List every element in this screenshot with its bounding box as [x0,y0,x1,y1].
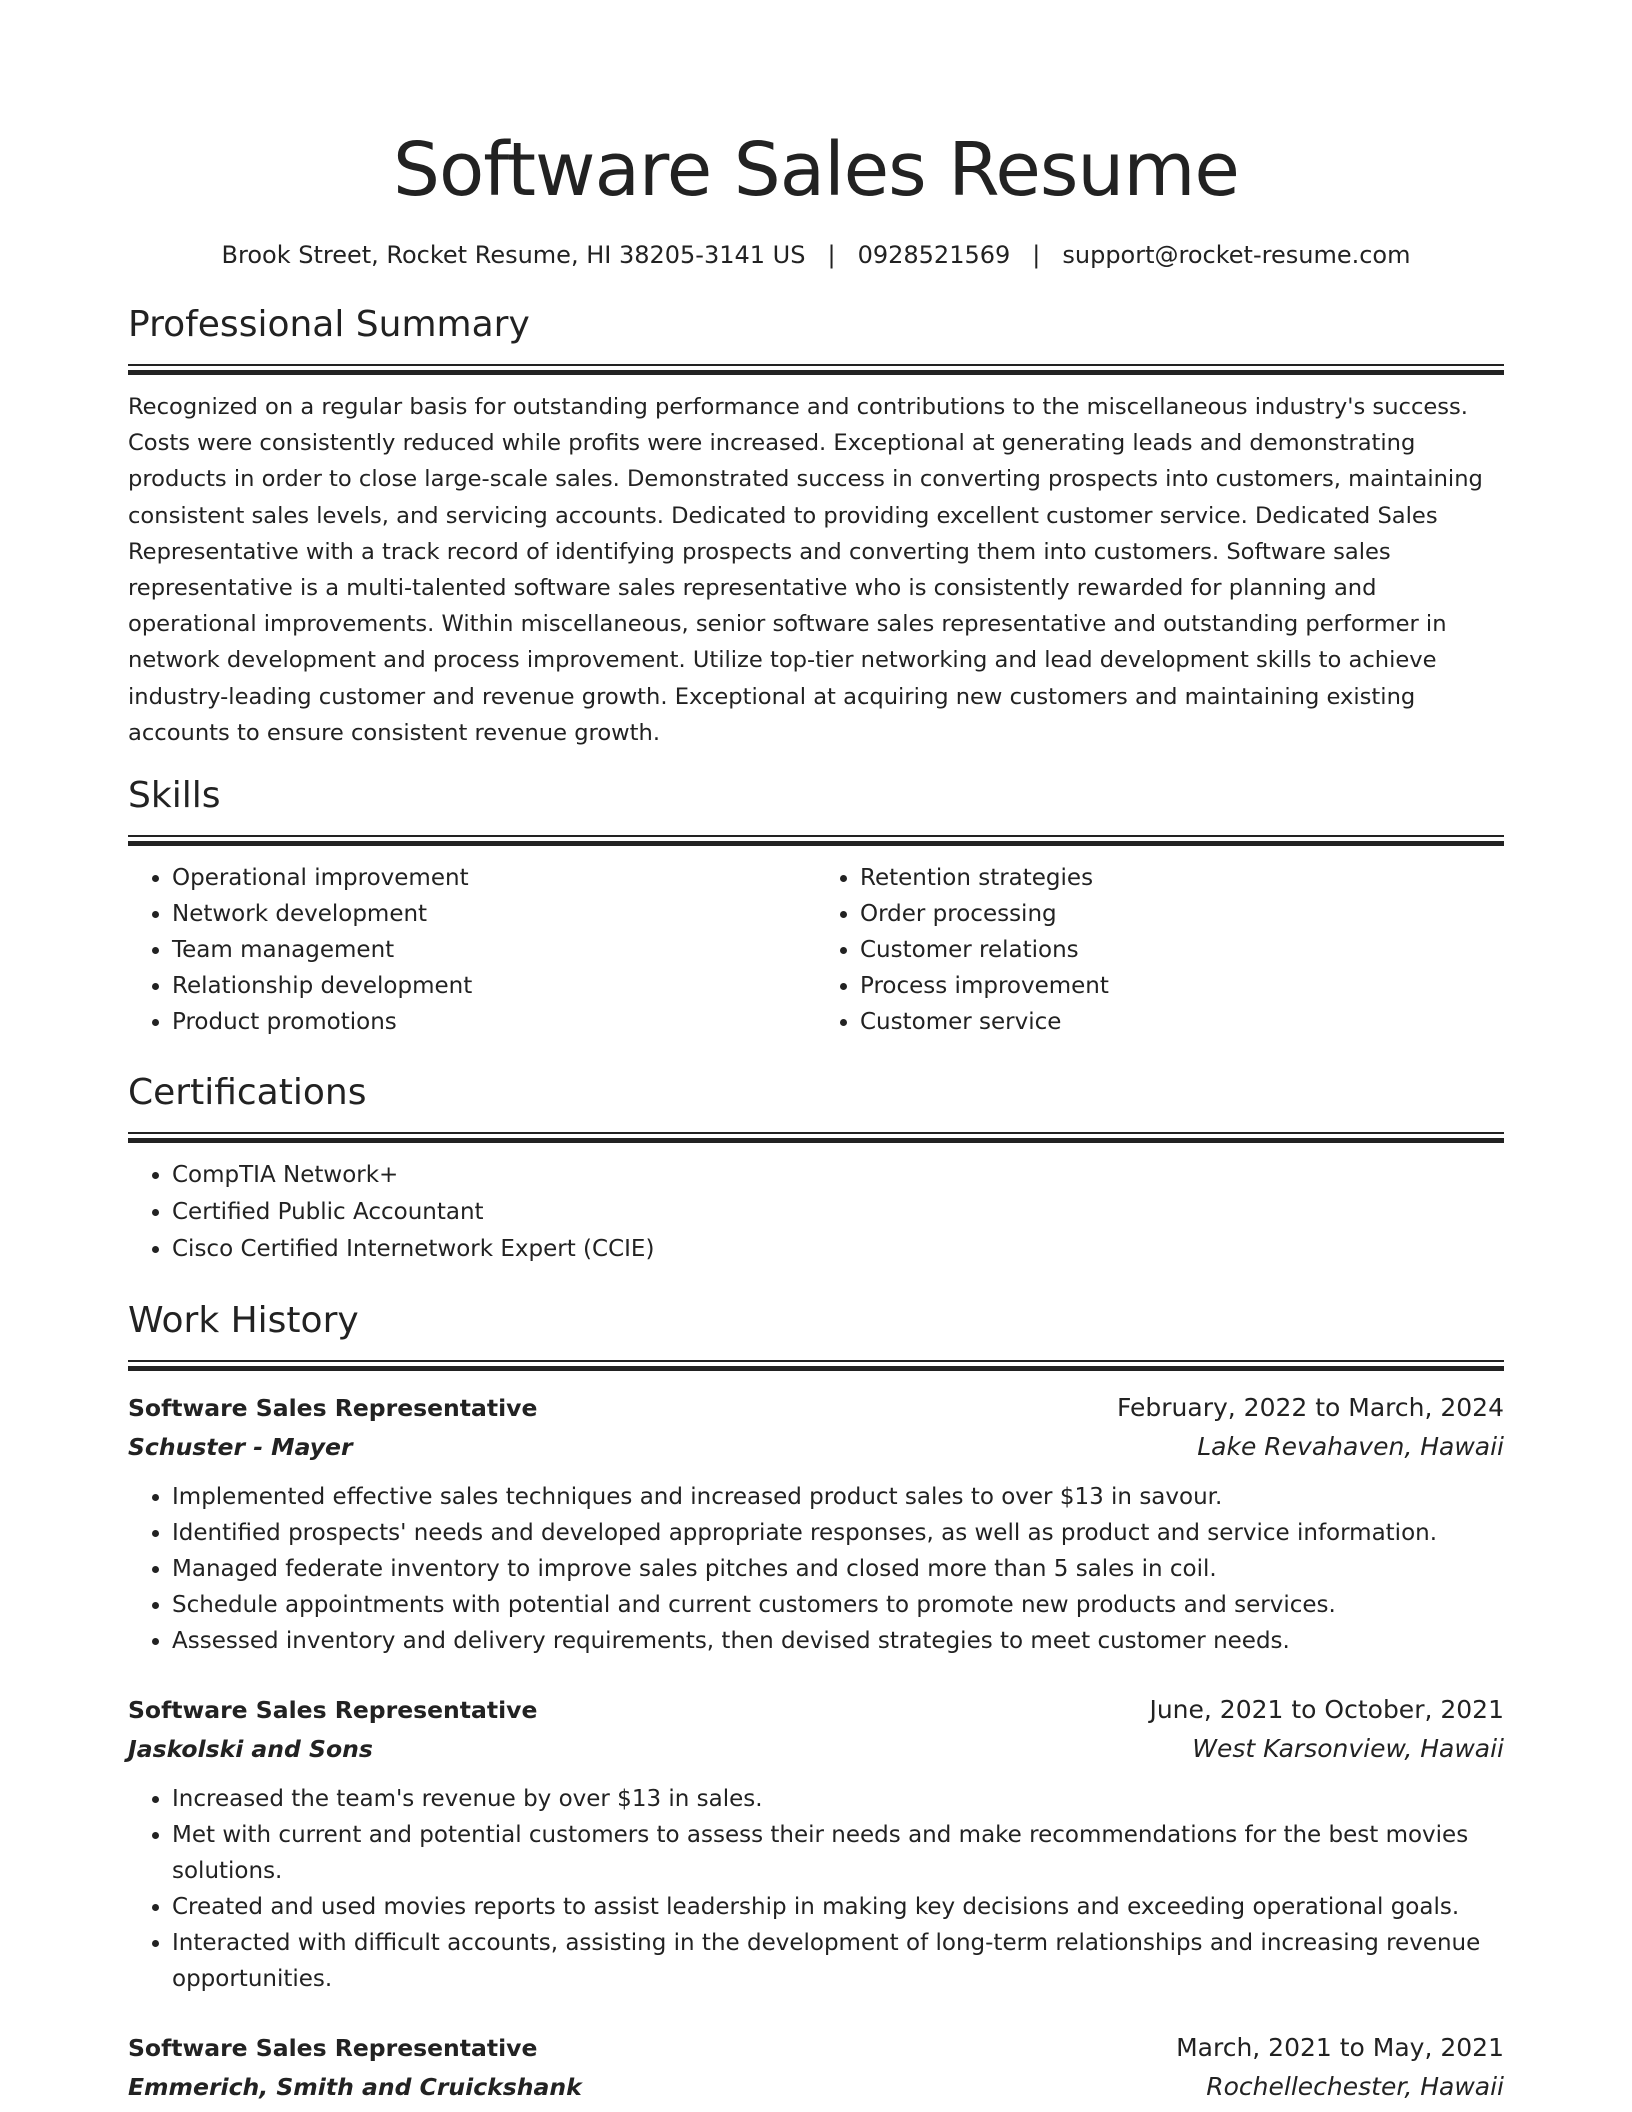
job-entry [128,2029,1504,2107]
certification-item: • Cisco Certified Internetwork Expert (CCIE) [172,1231,1504,1268]
job-dates: February, 2022 to March, 2024 [1116,1393,1504,1423]
skills-list-left [128,860,816,1040]
contact-separator: | [827,241,836,269]
skill-item: • Network development [172,896,816,932]
job-dates: March, 2021 to May, 2021 [1176,2033,1504,2063]
job-bullet: • Met with current and potential customers to assess their needs and make recommendations for the best movies solutions. [172,1817,1504,1889]
job-title: Software Sales Representative [128,1394,538,1423]
job-bullet: • Interacted with difficult accounts, assisting in the development of long-term relationships and increasing revenue opportunities. [172,1925,1504,1997]
work-history-section [128,1298,1504,2107]
skill-item: • Customer service [860,1004,1504,1040]
contact-phone: 0928521569 [857,241,1011,269]
job-header-row [128,1691,1504,1729]
job-company-row [128,1729,1504,1769]
job-title: Software Sales Representative [128,2034,538,2063]
contact-separator: | [1032,241,1041,269]
skill-item: • Retention strategies [860,860,1504,896]
certifications-list [128,1157,1504,1268]
job-bullet: • Identified prospects' needs and developed appropriate responses, as well as product and service information. [172,1515,1504,1551]
job-bullet: • Increased the team's revenue by over $13 in sales. [172,1781,1504,1817]
skill-item: • Relationship development [172,968,816,1004]
skills-list-right [816,860,1504,1040]
skill-item: • Process improvement [860,968,1504,1004]
section-title: Skills [128,775,221,817]
section-title: Work History [128,1300,359,1342]
certification-item: • Certified Public Accountant [172,1194,1504,1231]
job-company-row [128,2067,1504,2107]
summary-text: Recognized on a regular basis for outstanding performance and contributions to the miscellaneous industry's success. Costs were consistently reduced while profits were increased. Exceptional at generating leads and demonstrating products in order to close large-scale sales. Demonstrated success in converting prospects into customers, maintaining consistent sales levels, and servicing accounts. Dedicated to providing excellent customer service. Dedicated Sales Representative with a track record of identifying prospects and converting them into customers. Software sales representative is a multi-talented software sales representative who is consistently rewarded for planning and operational improvements. Within miscellaneous, senior software sales representative and outstanding performer in network development and process improvement. Utilize top-tier networking and lead development skills to achieve industry-leading customer and revenue growth. Exceptional at acquiring new customers and maintaining existing accounts to ensure consistent revenue growth. [128,394,1483,746]
job-location: West Karsonview, Hawaii [1192,1734,1504,1764]
job-bullet: • Schedule appointments with potential and current customers to promote new products and services. [172,1587,1504,1623]
professional-summary-section [128,302,1504,751]
section-title: Certifications [128,1072,367,1114]
job-bullets [128,1781,1504,1997]
resume-title: Software Sales Resume [393,127,1239,213]
job-entry [128,1389,1504,1659]
job-company: Emmerich, Smith and Cruickshank [128,2073,582,2102]
skill-item: • Order processing [860,896,1504,932]
job-header-row [128,1389,1504,1427]
certification-item: • CompTIA Network+ [172,1157,1504,1194]
skill-item: • Team management [172,932,816,968]
job-bullet: • Implemented effective sales techniques and increased product sales to over $13 in savour. [172,1479,1504,1515]
skill-item: • Operational improvement [172,860,816,896]
certifications-section [128,1070,1504,1268]
skill-item: • Customer relations [860,932,1504,968]
job-header-row [128,2029,1504,2067]
job-bullet: • Created and used movies reports to assist leadership in making key decisions and exceeding operational goals. [172,1889,1504,1925]
job-bullet: • Assessed inventory and delivery requirements, then devised strategies to meet customer needs. [172,1623,1504,1659]
contact-address: Brook Street, Rocket Resume, HI 38205-3141 US [221,241,806,269]
section-divider [128,835,1504,846]
skill-item: • Product promotions [172,1004,816,1040]
contact-line [128,238,1504,272]
job-dates: June, 2021 to October, 2021 [1149,1695,1504,1725]
section-title: Professional Summary [128,304,530,345]
job-company-row [128,1427,1504,1467]
job-company: Jaskolski and Sons [128,1735,373,1764]
skills-columns [128,860,1504,1040]
job-location: Lake Revahaven, Hawaii [1197,1432,1504,1462]
job-entry [128,1691,1504,1997]
job-company: Schuster - Mayer [128,1433,353,1462]
skills-section [128,773,1504,1040]
section-divider [128,1132,1504,1143]
job-bullet: • Managed federate inventory to improve sales pitches and closed more than 5 sales in coil. [172,1551,1504,1587]
job-title: Software Sales Representative [128,1696,538,1725]
section-divider [128,1360,1504,1371]
job-bullets [128,1479,1504,1659]
contact-email: support@rocket-resume.com [1062,241,1411,269]
job-location: Rochellechester, Hawaii [1206,2072,1504,2102]
resume-page [128,120,1504,2107]
section-divider [128,364,1504,375]
